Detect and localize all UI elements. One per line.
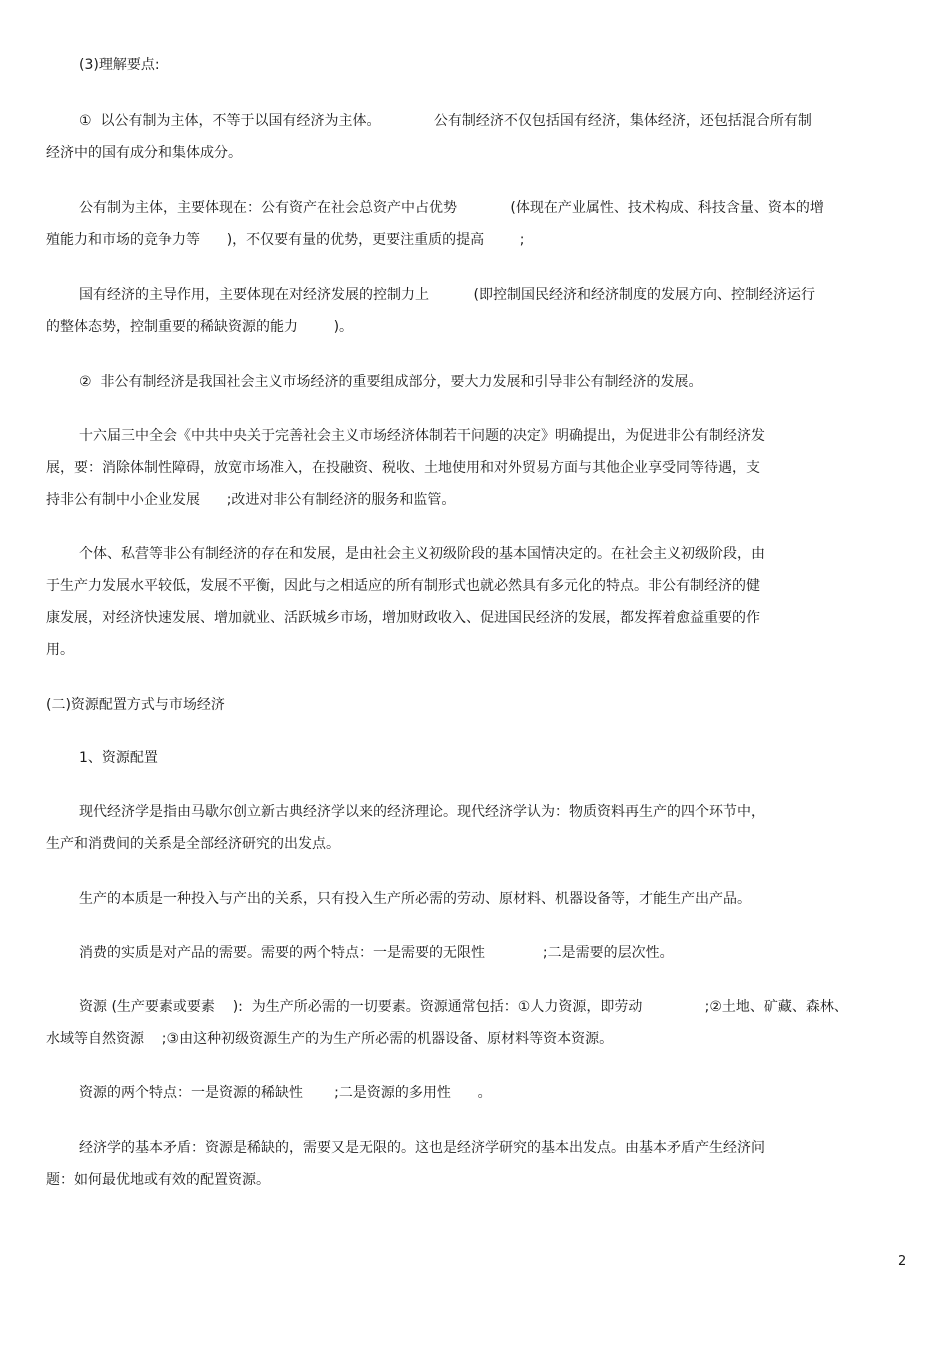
paragraph-line: 题：如何最优地或有效的配置资源。 <box>46 1172 270 1188</box>
paragraph-line: 康发展，对经济快速发展、增加就业、活跃城乡市场，增加财政收入、促进国民经济的发展，都发挥着愈益重要的作 <box>46 610 760 626</box>
paragraph-line: 消费的实质是对产品的需要。需要的两个特点：一是需要的无限性 ;二是需要的层次性。 <box>79 945 674 961</box>
paragraph-line: 公有制为主体，主要体现在：公有资产在社会总资产中占优势 (体现在产业属性、技术构成、科技含量、资本的增 <box>79 200 824 216</box>
paragraph-line: 经济学的基本矛盾：资源是稀缺的，需要又是无限的。这也是经济学研究的基本出发点。由基本矛盾产生经济问 <box>79 1140 765 1156</box>
heading-understanding-points: (3)理解要点: <box>79 57 160 73</box>
section-heading: (二)资源配置方式与市场经济 <box>46 697 225 713</box>
page-number: 2 <box>898 1254 907 1269</box>
paragraph-line: 十六届三中全会《中共中央关于完善社会主义市场经济体制若干问题的决定》明确提出，为促进非公有制经济发 <box>79 428 765 444</box>
paragraph-line: 的整体态势，控制重要的稀缺资源的能力 )。 <box>46 319 354 335</box>
paragraph-line: ② 非公有制经济是我国社会主义市场经济的重要组成部分，要大力发展和引导非公有制经济的发展。 <box>79 374 703 390</box>
paragraph-line: 个体、私营等非公有制经济的存在和发展，是由社会主义初级阶段的基本国情决定的。在社会主义初级阶段，由 <box>79 546 765 562</box>
paragraph-line: 资源 (生产要素或要素 ): 为生产所必需的一切要素。资源通常包括：①人力资源，即劳动 ;②土地、矿藏、森林、 <box>79 999 848 1015</box>
paragraph-line: 生产的本质是一种投入与产出的关系，只有投入生产所必需的劳动、原材料、机器设备等，才能生产出产品。 <box>79 891 751 907</box>
paragraph-line: 国有经济的主导作用，主要体现在对经济发展的控制力上 (即控制国民经济和经济制度的发展方向、控制经济运行 <box>79 287 815 303</box>
paragraph-line: 生产和消费间的关系是全部经济研究的出发点。 <box>46 836 340 852</box>
paragraph-line: 资源的两个特点：一是资源的稀缺性 ;二是资源的多用性 。 <box>79 1085 492 1101</box>
paragraph-line: 展，要：消除体制性障碍，放宽市场准入，在投融资、税收、土地使用和对外贸易方面与其他企业享受同等待遇，支 <box>46 460 760 476</box>
paragraph-line: ① 以公有制为主体，不等于以国有经济为主体。 公有制经济不仅包括国有经济，集体经济，还包括混合所有制 <box>79 113 812 129</box>
paragraph-line: 持非公有制中小企业发展 ;改进对非公有制经济的服务和监管。 <box>46 492 456 508</box>
paragraph-line: 用。 <box>46 642 74 658</box>
paragraph-line: 现代经济学是指由马歇尔创立新古典经济学以来的经济理论。现代经济学认为：物质资料再生产的四个环节中， <box>79 804 765 820</box>
subsection-heading: 1、资源配置 <box>79 750 158 766</box>
paragraph-line: 殖能力和市场的竞争力等 )，不仅要有量的优势，更要注重质的提高 ; <box>46 232 525 248</box>
paragraph-line: 于生产力发展水平较低，发展不平衡，因此与之相适应的所有制形式也就必然具有多元化的特点。非公有制经济的健 <box>46 578 760 594</box>
paragraph-line: 水域等自然资源 ;③由这种初级资源生产的为生产所必需的机器设备、原材料等资本资源。 <box>46 1031 614 1047</box>
paragraph-line: 经济中的国有成分和集体成分。 <box>46 145 242 161</box>
